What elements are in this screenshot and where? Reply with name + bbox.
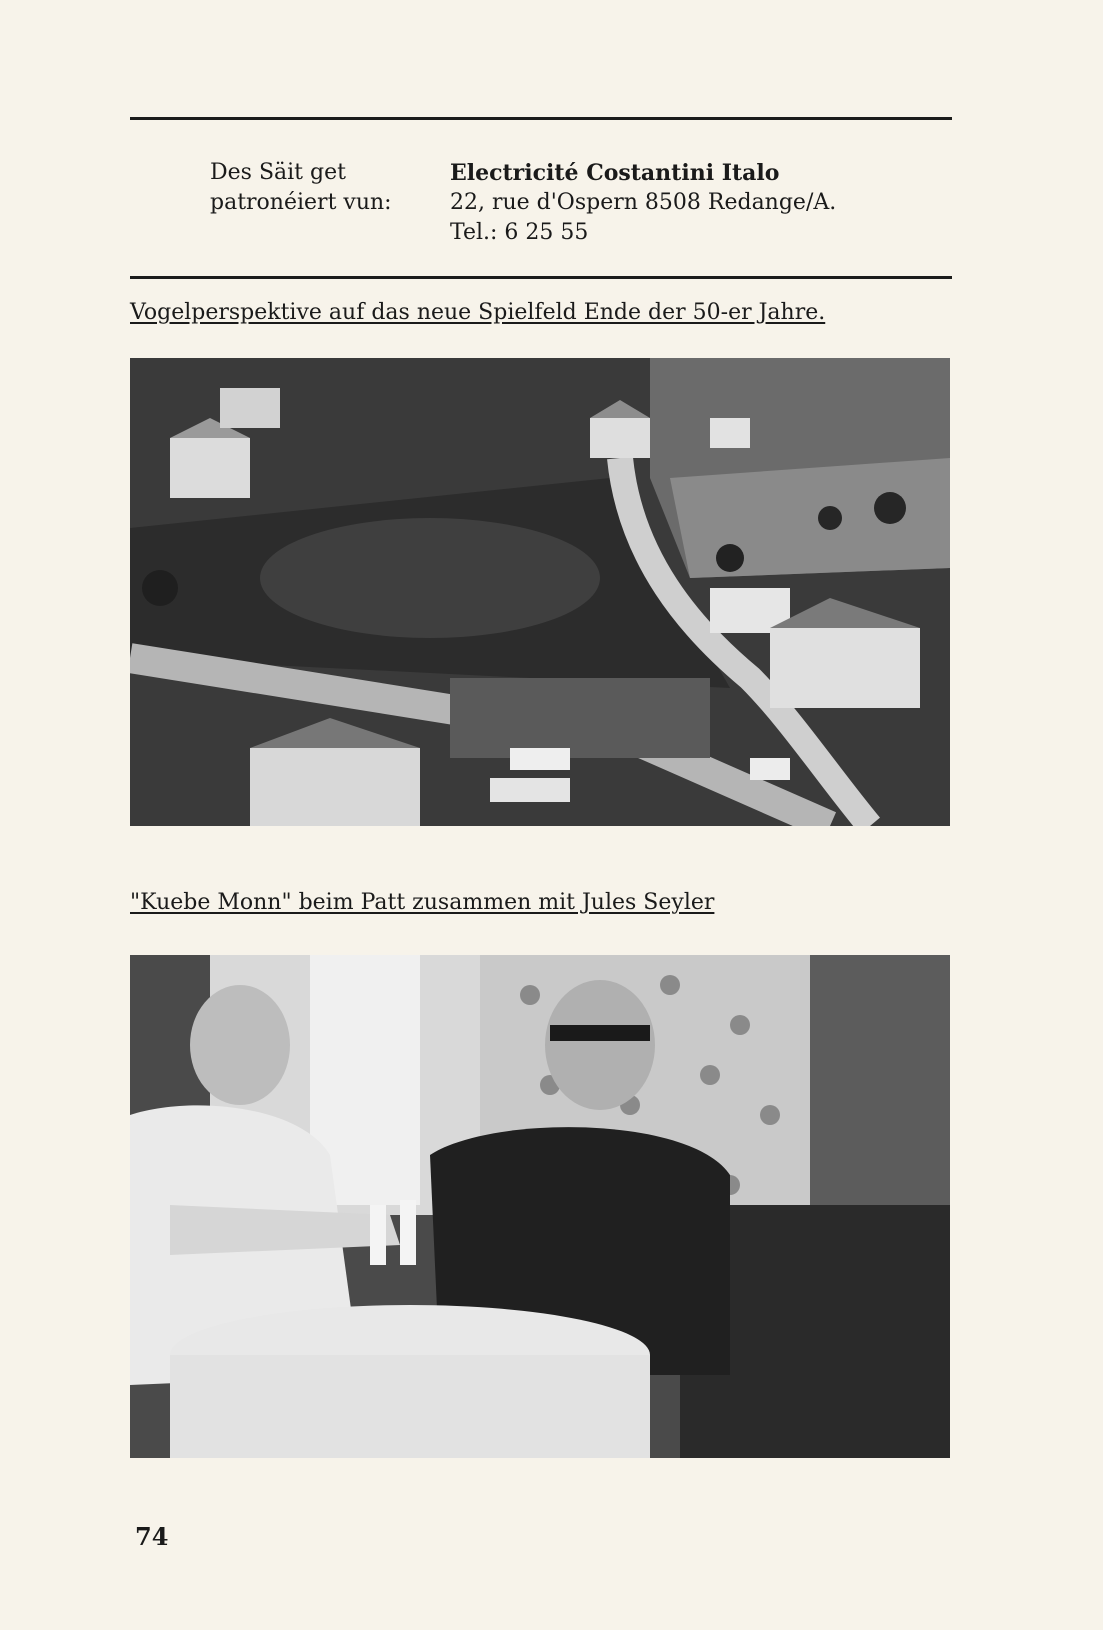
sponsor-phone: Tel.: 6 25 55	[450, 220, 589, 245]
portrait-photo-illustration	[130, 955, 950, 1458]
sponsor-address: 22, rue d'Ospern 8508 Redange/A.	[450, 190, 837, 215]
top-divider	[130, 117, 952, 120]
page-number: 74	[135, 1522, 169, 1551]
sponsor-name: Electricité Costantini Italo	[450, 160, 780, 186]
aerial-photo-illustration	[130, 358, 950, 826]
sponsor-label-line2: patronéiert vun:	[210, 190, 392, 215]
sponsor-info	[450, 158, 836, 248]
sponsor-label-line1: Des Säit get	[210, 160, 346, 185]
photo2-caption: "Kuebe Monn" beim Patt zusammen mit Jules Seyler	[130, 890, 715, 915]
portrait-photo	[130, 955, 950, 1458]
bottom-divider	[130, 276, 952, 279]
photo1-caption: Vogelperspektive auf das neue Spielfeld Ende der 50-er Jahre.	[130, 300, 826, 325]
sponsor-label	[210, 158, 440, 218]
aerial-photo	[130, 358, 950, 826]
